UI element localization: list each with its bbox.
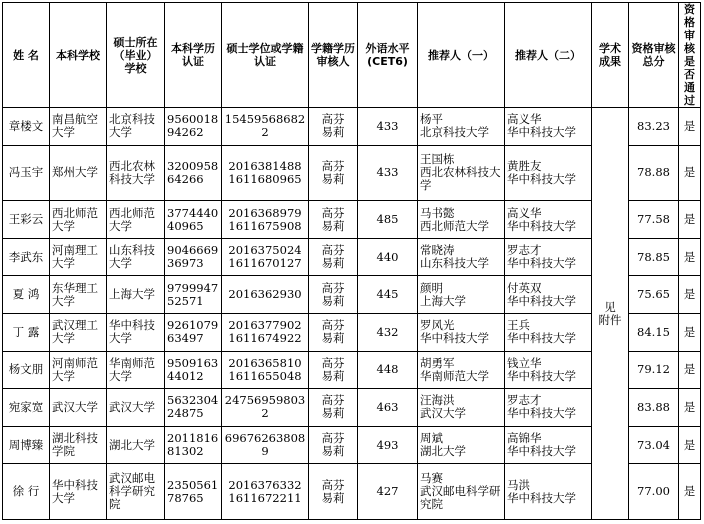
referee-1: 罗风光 华中科技大学 — [418, 313, 505, 351]
header-row — [3, 3, 701, 108]
referee-1: 马书懿 西北师范大学 — [418, 201, 505, 239]
header-total-score: 资格审核总分 — [629, 3, 679, 108]
master-school: 武汉邮电科学研究院 — [107, 464, 165, 520]
header-referee-2: 推荐人（二） — [505, 3, 592, 108]
undergrad-cert-number: 235056178765 — [165, 464, 222, 520]
student-name: 丁 露 — [3, 313, 50, 351]
cet6-score: 445 — [358, 276, 418, 314]
referee-2: 黄胜友 华中科技大学 — [505, 145, 592, 201]
total-score: 79.12 — [629, 351, 679, 389]
undergrad-cert-number: 201181681302 — [165, 426, 222, 464]
master-school: 山东科技大学 — [107, 238, 165, 276]
student-name: 徐 行 — [3, 464, 50, 520]
undergrad-cert-number: 563230424875 — [165, 389, 222, 427]
referee-2: 马洪 华中科技大学 — [505, 464, 592, 520]
cet6-score: 427 — [358, 464, 418, 520]
student-name: 冯玉宇 — [3, 145, 50, 201]
student-name: 王彩云 — [3, 201, 50, 239]
referee-2: 高锦华 华中科技大学 — [505, 426, 592, 464]
total-score: 78.85 — [629, 238, 679, 276]
reviewer: 高芬 易莉 — [309, 238, 358, 276]
reviewer: 高芬 易莉 — [309, 108, 358, 146]
student-name: 周博臻 — [3, 426, 50, 464]
total-score: 73.04 — [629, 426, 679, 464]
cet6-score: 433 — [358, 145, 418, 201]
master-cert-number: 2016362930 — [222, 276, 309, 314]
pass-status: 是 — [679, 201, 701, 239]
undergrad-school: 西北师范大学 — [50, 201, 107, 239]
undergrad-cert-number: 320095864266 — [165, 145, 222, 201]
reviewer: 高芬 易莉 — [309, 389, 358, 427]
total-score: 83.88 — [629, 389, 679, 427]
master-school: 北京科技大学 — [107, 108, 165, 146]
pass-status: 是 — [679, 313, 701, 351]
referee-1: 王国栋 西北农林科技大学 — [418, 145, 505, 201]
referee-2: 罗志才 华中科技大学 — [505, 238, 592, 276]
reviewer: 高芬 易莉 — [309, 426, 358, 464]
pass-status: 是 — [679, 238, 701, 276]
master-cert-number: 2016376332 1611672211 — [222, 464, 309, 520]
total-score: 83.23 — [629, 108, 679, 146]
header-academic-achievements: 学术成果 — [592, 3, 629, 108]
student-name: 宛家宽 — [3, 389, 50, 427]
cet6-score: 448 — [358, 351, 418, 389]
header-name: 姓 名 — [3, 3, 50, 108]
total-score: 78.88 — [629, 145, 679, 201]
referee-2: 钱立华 华中科技大学 — [505, 351, 592, 389]
pass-status: 是 — [679, 464, 701, 520]
undergrad-school: 河南理工大学 — [50, 238, 107, 276]
pass-status: 是 — [679, 276, 701, 314]
master-cert-number: 2016377902 1611674922 — [222, 313, 309, 351]
total-score: 75.65 — [629, 276, 679, 314]
cet6-score: 485 — [358, 201, 418, 239]
referee-2: 罗志才 华中科技大学 — [505, 389, 592, 427]
pass-status: 是 — [679, 351, 701, 389]
master-school: 武汉大学 — [107, 389, 165, 427]
undergrad-school: 东华理工大学 — [50, 276, 107, 314]
referee-1: 杨平 北京科技大学 — [418, 108, 505, 146]
table-row — [3, 108, 701, 146]
cet6-score: 440 — [358, 238, 418, 276]
cet6-score: 432 — [358, 313, 418, 351]
master-school: 华南师范大学 — [107, 351, 165, 389]
total-score: 77.58 — [629, 201, 679, 239]
reviewer: 高芬 易莉 — [309, 351, 358, 389]
undergrad-school: 武汉大学 — [50, 389, 107, 427]
referee-1: 胡勇军 华南师范大学 — [418, 351, 505, 389]
header-referee-1: 推荐人（一） — [418, 3, 505, 108]
total-score: 84.15 — [629, 313, 679, 351]
undergrad-school: 华中科技大学 — [50, 464, 107, 520]
total-score: 77.00 — [629, 464, 679, 520]
academic-achievements-cell: 见 附件 — [592, 108, 629, 520]
master-cert-number: 2016365810 1611655048 — [222, 351, 309, 389]
student-name: 夏 鸿 — [3, 276, 50, 314]
referee-1: 颜明 上海大学 — [418, 276, 505, 314]
referee-1: 汪海洪 武汉大学 — [418, 389, 505, 427]
header-pass: 资格审核是否通过 — [679, 3, 701, 108]
master-cert-number: 2016381488 1611680965 — [222, 145, 309, 201]
student-name: 章楼文 — [3, 108, 50, 146]
undergrad-school: 湖北科技学院 — [50, 426, 107, 464]
referee-2: 付英双 华中科技大学 — [505, 276, 592, 314]
header-master-cert: 硕士学位或学籍认证 — [222, 3, 309, 108]
header-reviewer: 学籍学历审核人 — [309, 3, 358, 108]
referee-1: 常晓涛 山东科技大学 — [418, 238, 505, 276]
pass-status: 是 — [679, 145, 701, 201]
header-undergrad-school: 本科学校 — [50, 3, 107, 108]
master-cert-number: 2016368979 1611675908 — [222, 201, 309, 239]
cet6-score: 463 — [358, 389, 418, 427]
master-cert-number: 696762638089 — [222, 426, 309, 464]
undergrad-school: 武汉理工大学 — [50, 313, 107, 351]
referee-2: 高义华 华中科技大学 — [505, 108, 592, 146]
student-name: 杨文朋 — [3, 351, 50, 389]
master-school: 西北农林科技大学 — [107, 145, 165, 201]
reviewer: 高芬 易莉 — [309, 145, 358, 201]
pass-status: 是 — [679, 426, 701, 464]
undergrad-cert-number: 956001894262 — [165, 108, 222, 146]
reviewer: 高芬 易莉 — [309, 313, 358, 351]
undergrad-cert-number: 979994752571 — [165, 276, 222, 314]
table-body — [3, 108, 701, 520]
master-school: 华中科技大学 — [107, 313, 165, 351]
undergrad-school: 南昌航空大学 — [50, 108, 107, 146]
master-cert-number: 247569598032 — [222, 389, 309, 427]
undergrad-cert-number: 377444040965 — [165, 201, 222, 239]
master-cert-number: 154595686822 — [222, 108, 309, 146]
master-cert-number: 2016375024 1611670127 — [222, 238, 309, 276]
referee-1: 周斌 湖北大学 — [418, 426, 505, 464]
undergrad-school: 郑州大学 — [50, 145, 107, 201]
undergrad-cert-number: 926107963497 — [165, 313, 222, 351]
pass-status: 是 — [679, 108, 701, 146]
cet6-score: 493 — [358, 426, 418, 464]
master-school: 西北师范大学 — [107, 201, 165, 239]
student-name: 李武东 — [3, 238, 50, 276]
reviewer: 高芬 易莉 — [309, 464, 358, 520]
master-school: 上海大学 — [107, 276, 165, 314]
header-master-school: 硕士所在（毕业）学校 — [107, 3, 165, 108]
referee-1: 马赛 武汉邮电科学研究院 — [418, 464, 505, 520]
cet6-score: 433 — [358, 108, 418, 146]
undergrad-cert-number: 904666936973 — [165, 238, 222, 276]
referee-2: 高义华 华中科技大学 — [505, 201, 592, 239]
referee-2: 王兵 华中科技大学 — [505, 313, 592, 351]
header-undergrad-cert: 本科学历认证 — [165, 3, 222, 108]
reviewer: 高芬 易莉 — [309, 276, 358, 314]
header-cet6: 外语水平(CET6) — [358, 3, 418, 108]
undergrad-cert-number: 950916344012 — [165, 351, 222, 389]
pass-status: 是 — [679, 389, 701, 427]
master-school: 湖北大学 — [107, 426, 165, 464]
undergrad-school: 河南师范大学 — [50, 351, 107, 389]
review-table — [2, 2, 701, 520]
reviewer: 高芬 易莉 — [309, 201, 358, 239]
